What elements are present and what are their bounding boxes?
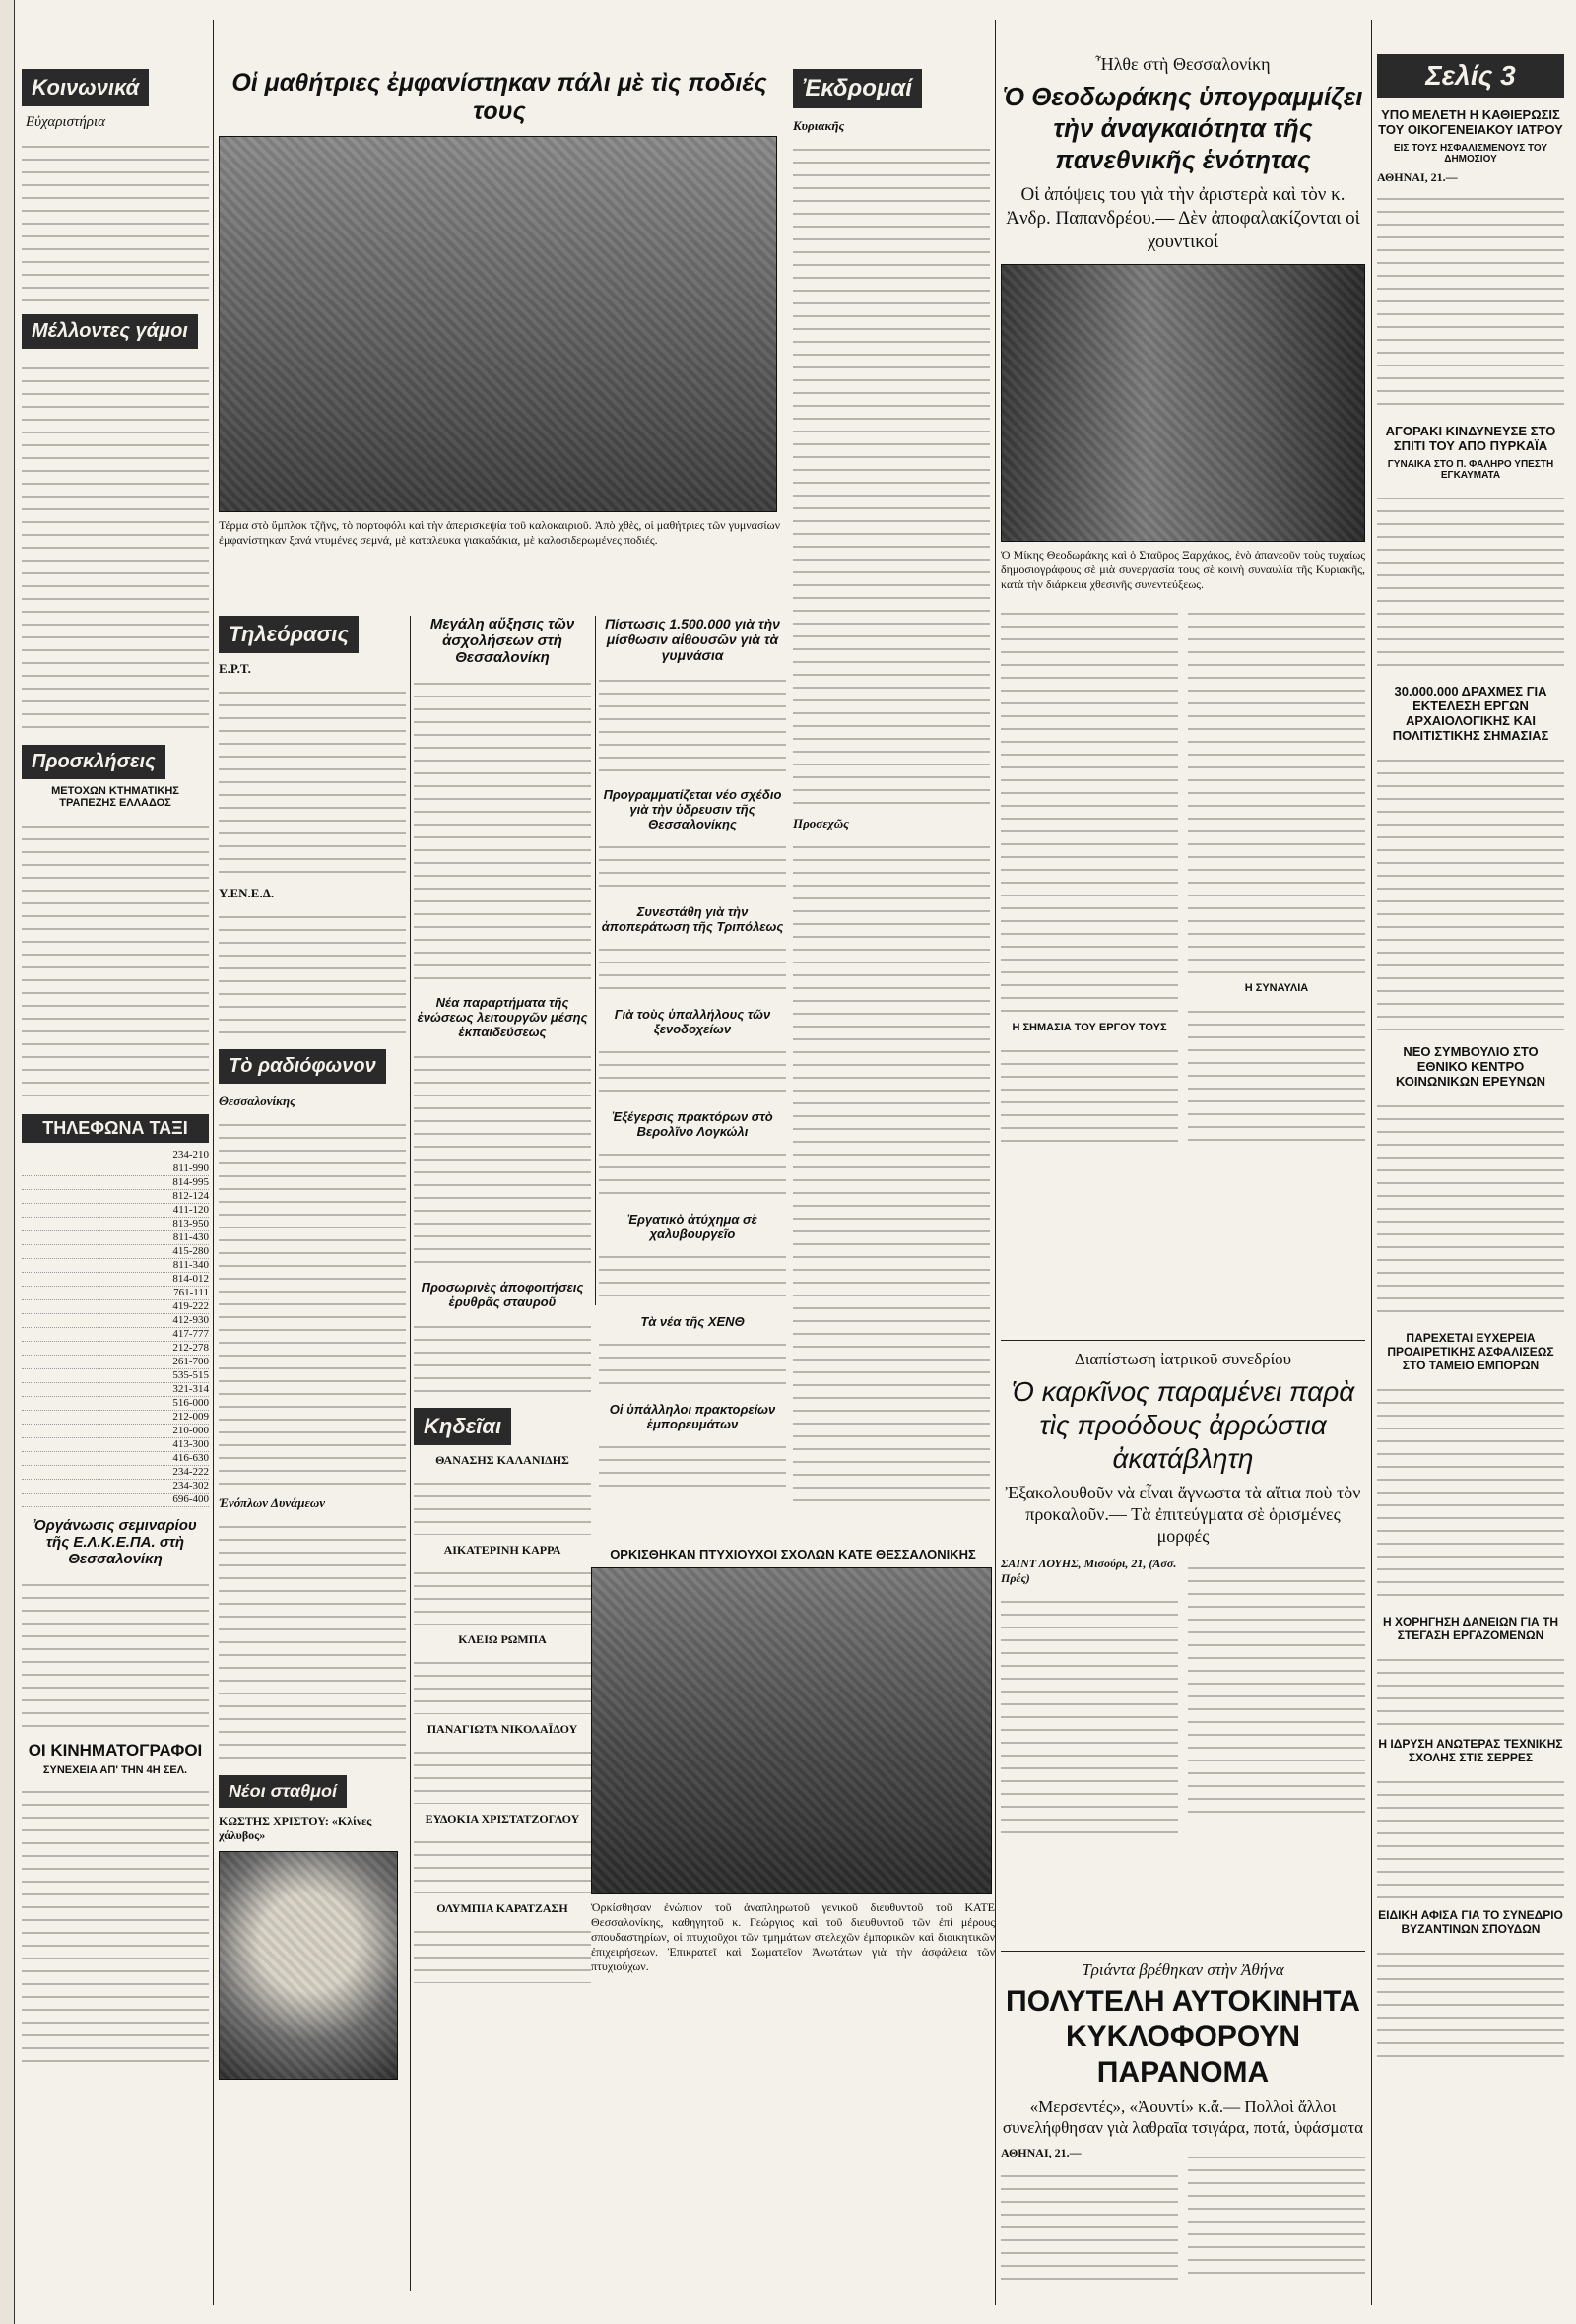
cancer-headline: Ὁ καρκῖνος παραμένει παρὰ τὶς προόδους ἀρρώστια ἀκατάβλητη [1011, 1376, 1355, 1474]
taxi-number: 811-430 [22, 1231, 209, 1245]
taxi-number: 415-280 [22, 1245, 209, 1259]
graduates-caption: Ὁρκίσθησαν ἐνώπιον τοῦ ἀναπληρωτοῦ γενικοῦ διευθυντοῦ τοῦ ΚΑΤΕ Θεσσαλονίκης, καθηγητοῦ κ. Γεώργιος καὶ τοῦ διευθυντοῦ τῶν ἐπί μέρους σπουδαστηρίων, οἱ πτυχιοῦχοι τῶν τμημάτων στελεχῶν ἐμπορικῶν καὶ διοικητικῶν ἐπιχειρήσεων. Ἐπικρατεῖ καὶ Σωματεῖον Ἀνωτάτων γιὰ τὴν ἀσφάλεια τῶν πτυχιούχων. [591, 1900, 995, 1973]
students-photo [219, 136, 777, 512]
taxi-number: 814-012 [22, 1273, 209, 1287]
cancer-deck: Ἐξακολουθοῦν νὰ εἶναι ἄγνωστα τὰ αἴτια ποὺ τὸν προκαλοῦν.— Τὰ ἐπιτεύγματα σὲ ὁρισμένες μορφές [1005, 1483, 1361, 1546]
yened-label: Υ.ΕΝ.Ε.Δ. [219, 886, 275, 900]
column-rule [595, 616, 596, 1305]
page-number-label: Σελίς 3 [1377, 54, 1564, 98]
ert-schedule [219, 681, 406, 878]
taxi-number: 234-222 [22, 1466, 209, 1480]
taxi-number: 811-340 [22, 1259, 209, 1273]
center-stories-column [599, 616, 786, 1431]
funeral-notice-text [414, 1472, 591, 1535]
taxi-number: 234-302 [22, 1480, 209, 1494]
cars-body [1001, 2146, 1365, 2283]
center-story-headline: Τὰ νέα τῆς ΧΕΝΘ [640, 1314, 745, 1329]
funeral-notice-text [414, 1741, 591, 1804]
center-story-text [599, 938, 786, 997]
radio-enoplon-schedule [219, 1515, 406, 1761]
adjacent-page-edge [0, 0, 15, 2324]
taxi-number: 812-124 [22, 1190, 209, 1204]
funeral-notice-name: ΑΙΚΑΤΕΡΙΝΗ ΚΑΡΡΑ [443, 1543, 561, 1557]
fire-subheadline: ΓΥΝΑΙΚΑ ΣΤΟ Π. ΦΑΛΗΡΟ ΥΠΕΣΤΗ ΕΓΚΑΥΜΑΤΑ [1387, 459, 1554, 481]
theodorakis-body-col2 [1188, 602, 1365, 976]
column-rule [213, 20, 214, 2305]
prosorines-text [414, 1315, 591, 1394]
column-rule [410, 616, 411, 2291]
center-story-text [599, 1040, 786, 1099]
prosorines-headline: Προσωρινὲς ἀποφοιτήσεις ἐρυθρᾶς σταυροῦ [421, 1280, 584, 1309]
portrait-photo [219, 1851, 398, 2080]
kideiai-list [414, 1453, 591, 1983]
taxi-number: 761-111 [22, 1287, 209, 1300]
graduates-photo [591, 1567, 992, 1894]
school-text [414, 672, 591, 987]
taxi-number: 814-995 [22, 1176, 209, 1190]
prosechos-label: Προσεχῶς [793, 816, 849, 830]
archaeology-headline: 30.000.000 ΔΡΑΧΜΕΣ ΓΙΑ ΕΚΤΕΛΕΣΗ ΕΡΓΩΝ ΑΡΧΑΙΟΛΟΓΙΚΗΣ ΚΑΙ ΠΟΛΙΤΙΣΤΙΚΗΣ ΣΗΜΑΣΙΑΣ [1392, 684, 1549, 743]
theodorakis-caption: Ὁ Μίκης Θεοδωράκης καὶ ὁ Σταῦρος Ξαρχάκος, ἑνὸ ἀπανεοῦν τοὺς τυχαίως δημοσιογράφους σὲ μιὰ συνεργασία τους σὲ κοινὴ συναυλία τῆς Κυριακῆς, κατὰ τὴν διάρκεια χθεσινῆς συνεντεύξεως. [1001, 548, 1365, 591]
center-story-headline: Γιὰ τοὺς ὑπαλλήλους τῶν ξενοδοχείων [614, 1007, 771, 1036]
column-rule [995, 20, 996, 2305]
right-dateline: ΑΘΗΝΑΙ, 21.— [1377, 170, 1458, 184]
ekdromai-column [793, 69, 990, 1537]
theodorakis-body [1001, 602, 1365, 1148]
cancer-body [1001, 1557, 1365, 1836]
taxi-number: 413-300 [22, 1438, 209, 1452]
insurance-headline: ΠΑΡΕΧΕΤΑΙ ΕΥΧΕΡΕΙΑ ΠΡΟΑΙΡΕΤΙΚΗΣ ΑΣΦΑΛΙΣΕΩΣ ΣΤΟ ΤΑΜΕΙΟ ΕΜΠΟΡΩΝ [1387, 1331, 1554, 1372]
funeral-notice-name: ΠΑΝΑΓΙΩΤΑ ΝΙΚΟΛΑΪΔΟΥ [427, 1722, 578, 1736]
research-center-headline: ΝΕΟ ΣΥΜΒΟΥΛΙΟ ΣΤΟ ΕΘΝΙΚΟ ΚΕΝΤΡΟ ΚΟΙΝΩΝΙΚΩΝ ΕΡΕΥΝΩΝ [1395, 1044, 1546, 1089]
cancer-dateline: ΣΑΙΝΤ ΛΟΥΗΣ, Μισούρι, 21, (Ἀσσ. Πρές) [1001, 1557, 1177, 1585]
center-story-text [599, 835, 786, 895]
theodorakis-kicker: Ἦλθε στὴ Θεσσαλονίκη [1095, 54, 1271, 74]
taxi-number: 416-630 [22, 1452, 209, 1466]
mellontes-heading: Μέλλοντες γάμοι [22, 314, 198, 349]
family-doctor-headline: ΥΠΟ ΜΕΛΕΤΗ Η ΚΑΘΙΕΡΩΣΙΣ ΤΟΥ ΟΙΚΟΓΕΝΕΙΑΚΟΥ ΙΑΤΡΟΥ [1378, 107, 1563, 137]
taxi-number: 412-930 [22, 1314, 209, 1328]
cinemas-text [22, 1780, 209, 2066]
koinonika-heading: Κοινωνικά [22, 69, 149, 106]
main-photo-caption: Τέρμα στὸ ὕμπλοκ τζῆνς, τὸ πορτοφόλι καὶ τὴν ἀπερισκεψία τοῦ καλοκαιριοῦ. Ἀπὸ χθὲς, οἱ μαθήτριες τῶν γυμνασίων ἐμφανίστηκαν ξανά ντυμένες σεμνά, μὲ καταλευκα γιακαδάκια, μὲ καλοσιδερωμένες ποδιές. [219, 518, 780, 547]
taxi-number: 411-120 [22, 1204, 209, 1218]
center-story-headline: Συνεστάθη γιὰ τὴν ἀποπεράτωση τῆς Τριπόλεως [601, 904, 784, 934]
seminar-text [22, 1573, 209, 1731]
funeral-notice-name: ΘΑΝΑΣΗΣ ΚΑΛΑΝΙΔΗΣ [435, 1453, 569, 1467]
prosechos-text [793, 835, 990, 1505]
cancer-story [1001, 1350, 1365, 1836]
theodorakis-subhead-significance: Η ΣΗΜΑΣΙΑ ΤΟΥ ΕΡΓΟΥ ΤΟΥΣ [1012, 1022, 1167, 1033]
funeral-notice-text [414, 1830, 591, 1893]
center-story-text [599, 1245, 786, 1304]
school-column [414, 616, 591, 2291]
nea-text [414, 1045, 591, 1272]
center-story-headline: Οἱ ὑπάλληλοι πρακτορείων ἐμπορευμάτων [609, 1402, 776, 1431]
fire-headline: ΑΓΟΡΑΚΙ ΚΙΝΔΥΝΕΥΣΕ ΣΤΟ ΣΠΙΤΙ ΤΟΥ ΑΠΟ ΠΥΡΚΑΪΑ [1385, 424, 1556, 453]
kideiai-heading: Κηδεῖαι [414, 1408, 511, 1445]
taxi-number: 210-000 [22, 1425, 209, 1438]
taxi-number: 212-278 [22, 1342, 209, 1356]
theodorakis-story [1001, 54, 1365, 1148]
kyriakis-text [793, 138, 990, 808]
taxi-number: 419-222 [22, 1300, 209, 1314]
tv-radio-column [219, 616, 406, 2291]
cars-story [1001, 1960, 1365, 2283]
cars-dateline: ΑΘΗΝΑΙ, 21.— [1001, 2146, 1082, 2159]
taxi-number: 321-314 [22, 1383, 209, 1397]
new-stations-subheading: ΚΩΣΤΗΣ ΧΡΙΣΤΟΥ: «Κλίνες χάλυβος» [219, 1814, 372, 1842]
main-photo-story [219, 69, 780, 548]
taxi-number: 535-515 [22, 1369, 209, 1383]
cinemas-subheading: ΣΥΝΕΧΕΙΑ ΑΠ' ΤΗΝ 4Η ΣΕΛ. [42, 1764, 188, 1776]
center-story-headline: Προγραμματίζεται νέο σχέδιο γιὰ τὴν ὑδρευσιν τῆς Θεσσαλονίκης [603, 787, 782, 831]
seminar-heading: Ὀργάνωσις σεμιναρίου τῆς Ε.Λ.Κ.Ε.ΠΑ. στὴ Θεσσαλονίκη [33, 1517, 197, 1567]
serres-school-headline: Η ΙΔΡΥΣΗ ΑΝΩΤΕΡΑΣ ΤΕΧΝΙΚΗΣ ΣΧΟΛΗΣ ΣΤΙΣ ΣΕΡΡΕΣ [1378, 1737, 1563, 1764]
taxi-number: 696-400 [22, 1494, 209, 1507]
column-rule [1371, 20, 1372, 2305]
taxi-number: 212-009 [22, 1411, 209, 1425]
funeral-notice-name: ΕΥΔΟΚΙΑ ΧΡΙΣΤΑΤΖΟΓΛΟΥ [425, 1812, 580, 1826]
radio-thessaloniki-label: Θεσσαλονίκης [219, 1094, 296, 1108]
cancer-kicker: Διαπίστωση ἰατρικοῦ συνεδρίου [1074, 1350, 1292, 1368]
taxi-number: 234-210 [22, 1149, 209, 1162]
graduates-headline: ΟΡΚΙΣΘΗΚΑΝ ΠΤΥΧΙΟΥΧΟΙ ΣΧΟΛΩΝ ΚΑΤΕ ΘΕΣΣΑΛΟΝΙΚΗΣ [610, 1547, 976, 1561]
radio-enoplon-label: Ἐνόπλων Δυνάμεων [219, 1495, 326, 1510]
theodorakis-photo [1001, 264, 1365, 542]
cars-headline: ΠΟΛΥΤΕΛΗ ΑΥΤΟΚΙΝΗΤΑ ΚΥΚΛΟΦΟΡΟΥΝ ΠΑΡΑΝΟΜΑ [1006, 1985, 1360, 2089]
ekdromai-heading: Ἐκδρομαί [793, 69, 922, 108]
left-column [22, 20, 209, 2315]
main-photo-headline: Οἱ μαθήτριες ἐμφανίστηκαν πάλι μὲ τὶς ποδιές τους [231, 69, 767, 125]
cars-kicker: Τριάντα βρέθηκαν στὴν Ἀθήνα [1082, 1960, 1284, 1979]
taxi-number: 417-777 [22, 1328, 209, 1342]
tileorasis-heading: Τηλεόρασις [219, 616, 359, 653]
school-headline: Μεγάλη αὔξησις τῶν ἀσχολήσεων στὴ Θεσσαλονίκη [429, 616, 575, 666]
right-column [1377, 54, 1564, 2310]
taxi-number: 813-950 [22, 1218, 209, 1231]
center-stories-list [599, 787, 786, 1494]
section-rule [1001, 1340, 1365, 1341]
center-story-text [599, 1435, 786, 1494]
center-story-headline: Ἐξέγερσις πρακτόρων στὸ Βερολῖνο Λογκώλι [612, 1109, 773, 1139]
kyriakis-label: Κυριακῆς [793, 118, 845, 133]
center-story-text [599, 1143, 786, 1202]
eucharistiria-text [22, 135, 209, 302]
family-doctor-subheadline: ΕΙΣ ΤΟΥΣ ΗΣΦΑΛΙΣΜΕΝΟΥΣ ΤΟΥ ΔΗΜΟΣΙΟΥ [1393, 143, 1548, 165]
eucharistiria-heading: Εὐχαριστήρια [26, 114, 106, 130]
funeral-notice-text [414, 1561, 591, 1625]
radio-heading: Τὸ ραδιόφωνον [219, 1049, 386, 1084]
theodorakis-headline: Ὁ Θεοδωράκης ὑπογραμμίζει τὴν ἀναγκαιότητα τῆς πανεθνικῆς ἑνότητας [1003, 82, 1363, 174]
taxi-number: 811-990 [22, 1162, 209, 1176]
new-stations-heading: Νέοι σταθμοί [219, 1775, 347, 1808]
funeral-notice-text [414, 1651, 591, 1714]
proskliseis-heading: Προσκλήσεις [22, 745, 165, 779]
salary-headline: Πίστωσις 1.500.000 γιὰ τὴν μίσθωσιν αἰθουσῶν γιὰ τὰ γυμνάσια [605, 616, 780, 663]
graduates-story [591, 1547, 995, 1974]
ert-label: Ε.Ρ.Τ. [219, 661, 251, 676]
yened-schedule [219, 905, 406, 1033]
funeral-notice-name: ΚΛΕΙΩ ΡΩΜΠΑ [458, 1632, 547, 1646]
theodorakis-deck: Οἱ ἀπόψεις του γιὰ τὴν ἀριστερὰ καὶ τὸν κ. Ἀνδρ. Παπανδρέου.— Δὲν ἀποφαλακίζονται οἱ χουντικοί [1006, 184, 1360, 252]
taxi-number: 516-000 [22, 1397, 209, 1411]
center-story-headline: Ἐργατικὸ ἀτύχημα σὲ χαλυβουργεῖο [627, 1212, 757, 1241]
cinemas-heading: ΟΙ ΚΙΝΗΜΑΤΟΓΡΑΦΟΙ [28, 1741, 203, 1760]
taxi-heading: ΤΗΛΕΦΩΝΑ ΤΑΞΙ [22, 1114, 209, 1143]
nea-headline: Νέα παραρτήματα τῆς ἐνώσεως λειτουργῶν μέσης ἐκπαιδεύσεως [417, 995, 588, 1039]
loans-headline: Η ΧΟΡΗΓΗΣΗ ΔΑΝΕΙΩΝ ΓΙΑ ΤΗ ΣΤΕΓΑΣΗ ΕΡΓΑΖΟΜΕΝΩΝ [1382, 1615, 1559, 1642]
taxi-number: 261-700 [22, 1356, 209, 1369]
radio-thessaloniki-schedule [219, 1113, 406, 1488]
theodorakis-subhead-concert: Η ΣΥΝΑΥΛΙΑ [1244, 982, 1309, 994]
proskliseis-text [22, 815, 209, 1100]
section-rule [1001, 1951, 1365, 1952]
funeral-notice-text [414, 1920, 591, 1983]
taxi-list [22, 1149, 209, 1507]
cars-deck: «Μερσεντές», «Ἀουντί» κ.ἄ.— Πολλοὶ ἄλλοι συνελήφθησαν γιὰ λαθραῖα τσιγάρα, ποτά, ὑφάσματα [1002, 2097, 1364, 2137]
center-story-text [599, 1333, 786, 1392]
funeral-notice-name: ΟΛΥΜΠΙΑ ΚΑΡΑΤΖΑΣΗ [436, 1901, 568, 1915]
poster-headline: ΕΙΔΙΚΗ ΑΦΙΣΑ ΓΙΑ ΤΟ ΣΥΝΕΔΡΙΟ ΒΥΖΑΝΤΙΝΩΝ ΣΠΟΥΔΩΝ [1378, 1908, 1563, 1936]
mellontes-text [22, 357, 209, 731]
theodorakis-body-col1 [1001, 602, 1178, 1016]
proskliseis-subheading: ΜΕΤΟΧΩΝ ΚΤΗΜΑΤΙΚΗΣ ΤΡΑΠΕΖΗΣ ΕΛΛΑΔΟΣ [51, 785, 179, 809]
salary-text [599, 669, 786, 777]
